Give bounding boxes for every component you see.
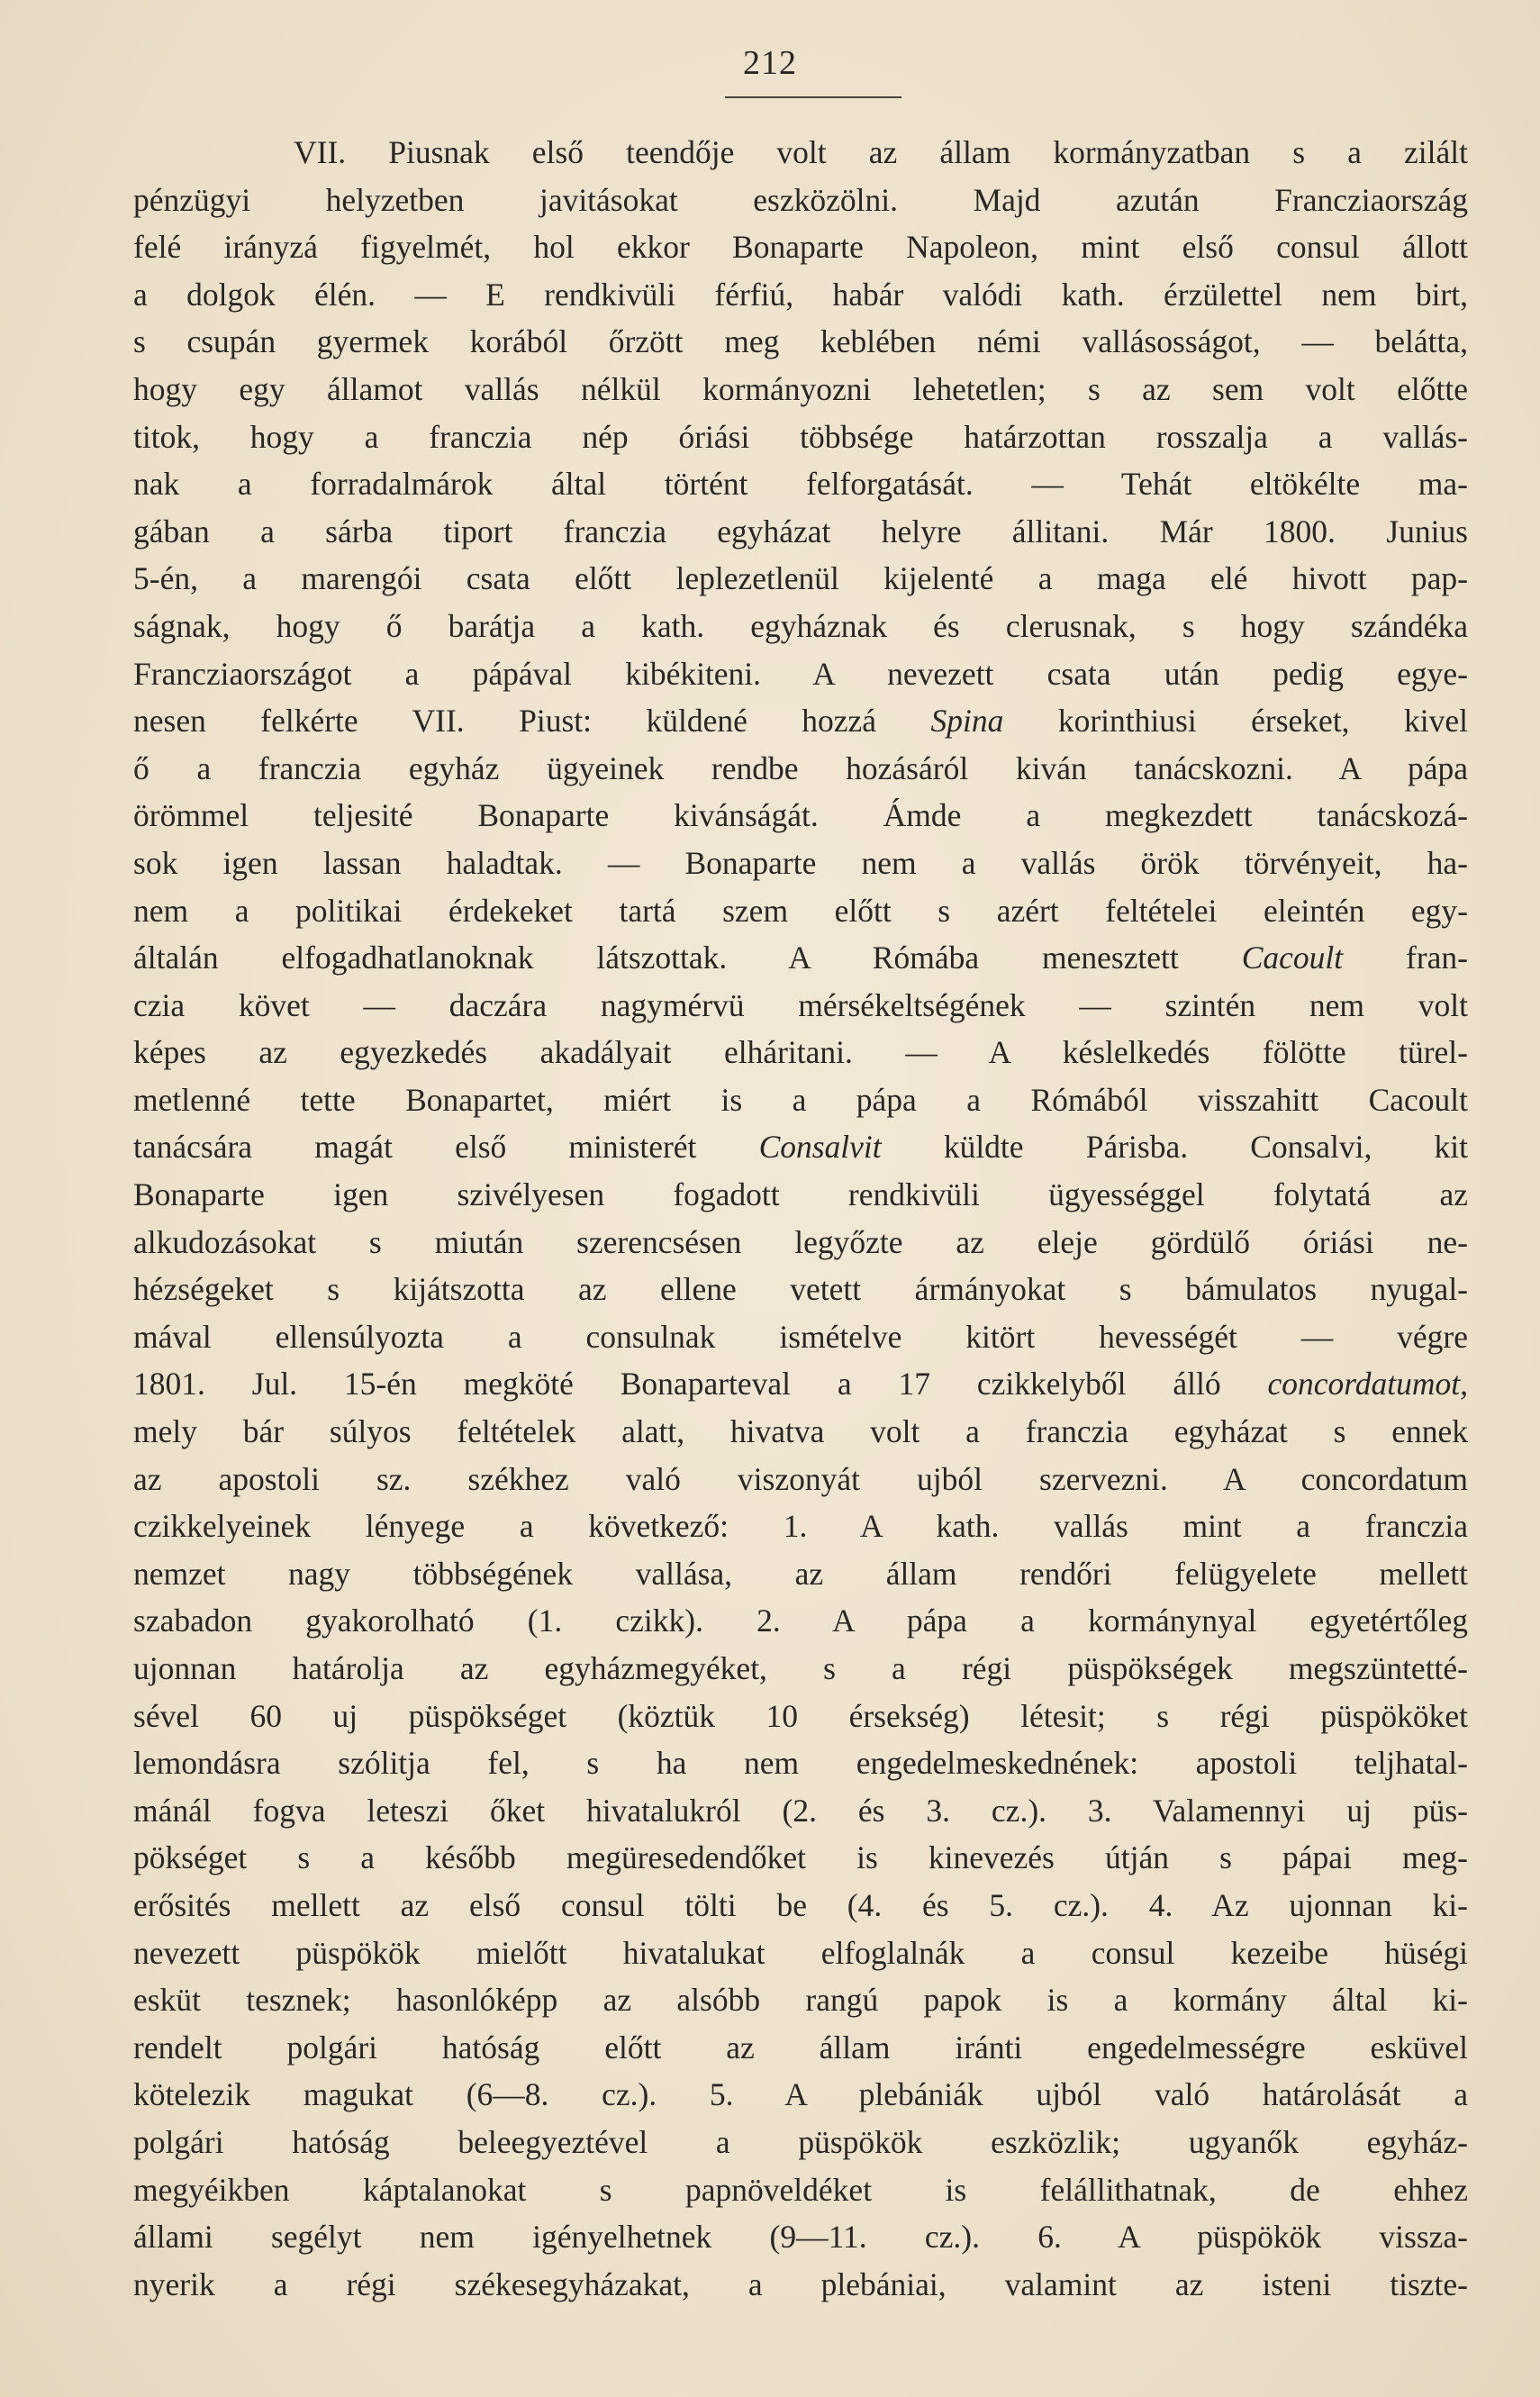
- text-line: Francziaországot a pápával kibékiteni. A nevezett csata után pedig egye-: [133, 655, 1468, 692]
- text-line: kötelezik magukat (6—8. cz.). 5. A plebániák ujból való határolását a: [133, 2076, 1468, 2113]
- text-line: polgári hatóság beleegyeztével a püspökök eszközlik; ugyanők egyház-: [133, 2123, 1468, 2160]
- text-line: s csupán gyermek korából őrzött meg keblében némi vallásosságot, — belátta,: [133, 323, 1468, 360]
- text-line: nemzet nagy többségének vallása, az állam rendőri felügyelete mellett: [133, 1555, 1468, 1592]
- text-line: 5-én, a marengói csata előtt leplezetlenül kijelenté a maga elé hivott pap-: [133, 560, 1468, 597]
- text-line: 1801. Jul. 15-én megköté Bonaparteval a 17 czikkelyből álló concordatumot,: [133, 1366, 1468, 1403]
- text-line: megyéikben káptalanokat s papnöveldéket is felállithatnak, de ehhez: [133, 2171, 1468, 2208]
- text-line: lemondásra szólitja fel, s ha nem engedelmeskednének: apostoli teljhatal-: [133, 1745, 1468, 1782]
- text-line: állami segélyt nem igényelhetnek (9—11. cz.). 6. A püspökök vissza-: [133, 2219, 1468, 2256]
- text-line: ságnak, hogy ő barátja a kath. egyháznak és clerusnak, s hogy szándéka: [133, 607, 1468, 644]
- text-line: felé irányzá figyelmét, hol ekkor Bonaparte Napoleon, mint első consul állott: [133, 229, 1468, 266]
- text-line: mánál fogva leteszi őket hivatalukról (2. és 3. cz.). 3. Valamennyi uj püs-: [133, 1792, 1468, 1829]
- text-line: sok igen lassan haladtak. — Bonaparte nem a vallás örök törvényeit, ha-: [133, 844, 1468, 881]
- text-line: képes az egyezkedés akadályait elháritani. — A késlelkedés fölötte türel-: [133, 1034, 1468, 1071]
- text-line: esküt tesznek; hasonlóképp az alsóbb rangú papok is a kormány által ki-: [133, 1982, 1468, 2019]
- text-line: rendelt polgári hatóság előtt az állam iránti engedelmességre esküvel: [133, 2029, 1468, 2066]
- italic-term: Cacoult: [1241, 940, 1344, 976]
- text-line: hogy egy államot vallás nélkül kormányozni lehetetlen; s az sem volt előtte: [133, 370, 1468, 407]
- text-line: nyerik a régi székesegyházakat, a plebániai, valamint az isteni tiszte-: [133, 2265, 1468, 2302]
- text-line: czikkelyeinek lényege a következő: 1. A kath. vallás mint a franczia: [133, 1508, 1468, 1545]
- text-line: metlenné tette Bonapartet, miért is a pápa a Rómából visszahitt Cacoult: [133, 1081, 1468, 1118]
- text-line: pénzügyi helyzetben javitásokat eszközölni. Majd azután Francziaország: [133, 181, 1468, 218]
- header-rule: [725, 96, 901, 98]
- italic-term: Spina: [930, 703, 1004, 740]
- text-line: erősités mellett az első consul tölti be (4. és 5. cz.). 4. Az ujonnan ki-: [133, 1886, 1468, 1923]
- text-line: titok, hogy a franczia nép óriási többsége határzottan rosszalja a vallás-: [133, 418, 1468, 455]
- text-line: szabadon gyakorolható (1. czikk). 2. A pápa a kormánynyal egyetértőleg: [133, 1603, 1468, 1639]
- text-line: nevezett püspökök mielőtt hivatalukat elfoglalnák a consul kezeibe hüségi: [133, 1934, 1468, 1971]
- text-line: hézségeket s kijátszotta az ellene vetett ármányokat s bámulatos nyugal-: [133, 1271, 1468, 1308]
- text-line: mely bár súlyos feltételek alatt, hivatva volt a franczia egyházat s ennek: [133, 1413, 1468, 1450]
- text-line: ujonnan határolja az egyházmegyéket, s a régi püspökségek megszüntetté-: [133, 1650, 1468, 1686]
- text-line: VII. Piusnak első teendője volt az állam kormányzatban s a zilált: [294, 134, 1468, 170]
- text-line: a dolgok élén. — E rendkivüli férfiú, habár valódi kath. érzülettel nem birt,: [133, 276, 1468, 313]
- text-line: általán elfogadhatlanoknak látszottak. A Rómába menesztett Cacoult fran-: [133, 940, 1468, 976]
- text-line: örömmel teljesité Bonaparte kivánságát. Ámde a megkezdett tanácskozá-: [133, 797, 1468, 834]
- text-line: nesen felkérte VII. Piust: küldené hozzá Spina korinthiusi érseket, kivel: [133, 703, 1468, 740]
- text-line: tanácsára magát első ministerét Consalvit küldte Párisba. Consalvi, kit: [133, 1129, 1468, 1166]
- text-line: az apostoli sz. székhez való viszonyát ujból szervezni. A concordatum: [133, 1460, 1468, 1497]
- text-line: ő a franczia egyház ügyeinek rendbe hozásáról kiván tanácskozni. A pápa: [133, 749, 1468, 786]
- text-line: gában a sárba tiport franczia egyházat helyre állitani. Már 1800. Junius: [133, 513, 1468, 549]
- text-line: mával ellensúlyozta a consulnak ismételve kitört hevességét — végre: [133, 1318, 1468, 1355]
- text-line: nem a politikai érdekeket tartá szem előtt s azért feltételei eleintén egy-: [133, 892, 1468, 929]
- text-line: nak a forradalmárok által történt felforgatását. — Tehát eltökélte ma-: [133, 466, 1468, 503]
- text-line: Bonaparte igen szivélyesen fogadott rendkivüli ügyességgel folytatá az: [133, 1176, 1468, 1213]
- italic-term: Consalvit: [758, 1129, 882, 1166]
- italic-term: concordatumot,: [1267, 1366, 1468, 1403]
- body-text: [133, 129, 1468, 2308]
- page-number: 212: [743, 44, 797, 82]
- text-line: pökséget s a később megüresedendőket is kinevezés útján s pápai meg-: [133, 1839, 1468, 1876]
- text-line: sével 60 uj püspökséget (köztük 10 érsekség) létesit; s régi püspököket: [133, 1697, 1468, 1734]
- text-line: alkudozásokat s miután szerencsésen legyőzte az eleje gördülő óriási ne-: [133, 1223, 1468, 1260]
- text-line: czia követ — daczára nagymérvü mérsékeltségének — szintén nem volt: [133, 986, 1468, 1023]
